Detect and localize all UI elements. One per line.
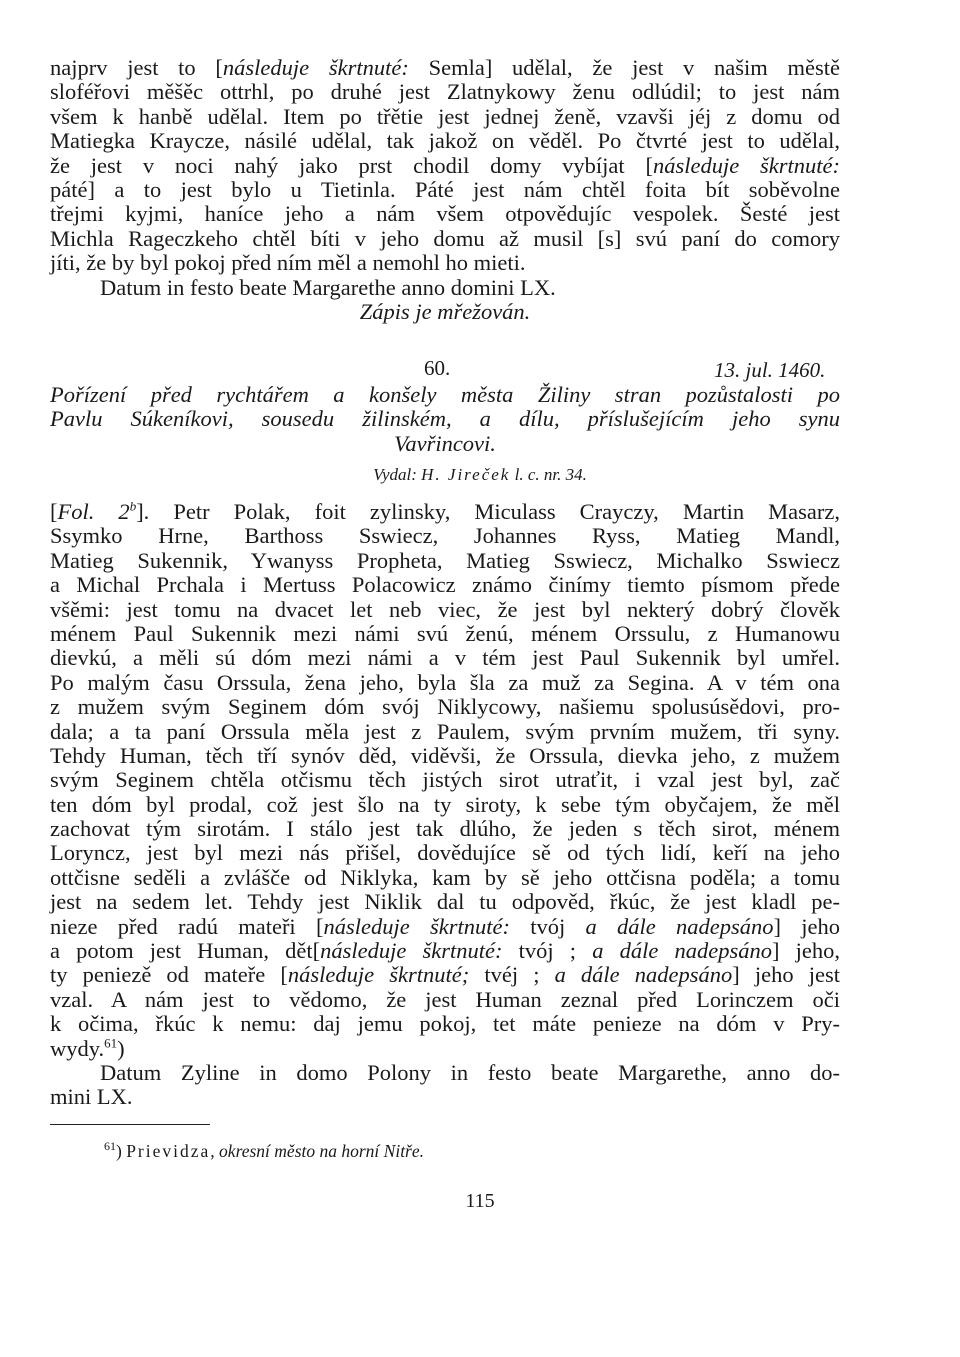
italic-text: Fol. 2 [57, 499, 130, 524]
text-line [50, 105, 840, 129]
footnote-number: 61 [104, 1139, 116, 1153]
footnote-paren: ) [116, 1140, 122, 1161]
text-line [50, 598, 840, 622]
entry-title-line: Pořízení před rychtářem a konšely města Žiliny stran pozůstalosti po [50, 382, 840, 407]
text-line [50, 671, 840, 695]
text-segment: a potom jest Human, dět[ [50, 938, 321, 964]
text-line [50, 890, 840, 914]
text-segment: všem k hanbě udělal. Item po třětie jest jednej ženě, vzavši jéj z domu od [50, 103, 840, 129]
text-line [50, 178, 840, 202]
entry-title-line: Vavřincovi. [394, 430, 496, 456]
text-segment: Datum in festo beate Margarethe anno domini LX. [100, 274, 556, 300]
text-block-dating [50, 1061, 840, 1110]
text-line [50, 622, 840, 646]
italic-text: následuje škrtnuté: [222, 55, 409, 80]
text-line [50, 1085, 840, 1109]
text-line [50, 963, 840, 987]
text-segment: Matiegka Kraycze, násilé udělal, tak jakož on věděl. Po čtvrté jest to udělal, [50, 128, 840, 154]
footnote-text: , okresní město na horní Nitře. [210, 1140, 425, 1161]
footnote-rule [50, 1124, 210, 1125]
text-line [50, 720, 840, 744]
editor-name: H. Jireček [421, 465, 511, 484]
footnote-place: Prievidza [126, 1140, 211, 1161]
text-segment: zachovat tým sirotám. I stálo jest tak dlúho, že jeden s těch sirot, ménem [50, 816, 840, 842]
text-line [50, 276, 840, 300]
text-segment: dievkú, a měli sú dóm mezi námi a v tém jest Paul Sukennik byl umřel. [50, 645, 840, 671]
entry-title-line: Pavlu Súkeníkovi, sousedu žilinském, a dílu, příslušejícím jeho synu [50, 406, 840, 432]
italic-text: následuje škrtnuté; [287, 962, 470, 988]
text-line [50, 202, 840, 226]
text-segment: páté] a to jest bylo u Tietinla. Páté jest nám chtěl foita bít soběvolne [50, 176, 840, 202]
editor-note [0, 465, 960, 485]
text-line [50, 1061, 840, 1085]
text-segment: Semla] udělal, že jest v našim městě [408, 55, 840, 80]
text-segment: sloféřovi měšěc ottrhl, po druhé jest Zlatnykowy ženu odlúdil; to jest nám [50, 79, 840, 105]
footnote [104, 1139, 424, 1162]
text-segment: z mužem svým Seginem dóm svój Niklycowy, našiemu spolusúsědovi, pro- [50, 694, 840, 720]
text-line [50, 154, 840, 178]
text-segment: Datum Zyline in domo Polony in festo beate Margarethe, anno do- [100, 1060, 840, 1085]
text-line [50, 56, 840, 80]
text-segment: že jest v noci nahý jako prst chodil domy vybíjat [ [50, 152, 653, 178]
text-line [50, 646, 840, 670]
italic-text: a dále nadepsáno [554, 962, 733, 988]
superscript: b [129, 498, 137, 514]
text-line [50, 915, 840, 939]
text-segment: najprv jest to [ [50, 55, 223, 80]
text-segment: ] jeho, [772, 938, 841, 964]
text-segment: ottčisne seděli a zvlášče od Niklyka, kam by sě jeho ottčisna poděla; a tomu [50, 864, 840, 890]
text-segment: ] jeho [773, 913, 840, 939]
editor-suffix: l. c. nr. 34. [510, 465, 587, 484]
text-line [50, 500, 840, 524]
italic-text: Zápis je mřežován. [359, 298, 531, 324]
text-segment: ménem Paul Sukennik mezi námi svú ženú, ménem Orssulu, z Humanowu [50, 620, 840, 646]
entry-number: 60. [424, 356, 451, 380]
text-line [50, 80, 840, 104]
text-line [50, 573, 840, 597]
text-line [50, 251, 840, 275]
text-line [50, 866, 840, 890]
text-line [50, 227, 840, 251]
text-segment: třejmi kyjmi, haníce jeho a nám všem otpovědujíc vespolek. Šesté jest [50, 201, 840, 227]
text-segment: k očima, řkúc k nemu: daj jemu pokoj, tet máte penieze na dóm v Pry- [50, 1011, 840, 1037]
text-segment: tvój [509, 913, 586, 939]
text-segment: tvój ; [502, 938, 593, 964]
text-segment: dala; a ta paní Orssula měla jest z Paulem, svým prvním mužem, tři syny. [50, 718, 840, 744]
text-segment: mini LX. [50, 1084, 133, 1110]
italic-text: následuje škrtnuté: [323, 913, 510, 939]
text-line [50, 695, 840, 719]
text-line [50, 1012, 840, 1036]
italic-text: následuje škrtnuté: [652, 152, 841, 178]
entry-header [0, 356, 960, 382]
text-segment: svým Seginem chtěla otčismu těch jistých sirot utraťit, i vzal jest byl, zač [50, 767, 840, 793]
text-block-record-59 [50, 56, 840, 324]
text-segment: všěmi: jest tomu na dvacet let neb viec, že jest byl nekterý dobrý člověk [50, 596, 840, 622]
italic-text: a dále nadepsáno [585, 913, 774, 939]
text-segment: vzal. A nám jest to vědomo, že jest Human zeznal před Lorinczem oči [50, 986, 840, 1012]
text-line [50, 549, 840, 573]
superscript: 61 [104, 1035, 118, 1051]
text-segment: ty peniezě od mateře [ [50, 962, 288, 988]
page-number: 115 [465, 1190, 495, 1212]
text-line [50, 841, 840, 865]
editor-prefix: Vydal: [373, 465, 422, 484]
text-segment: wydy. [50, 1035, 105, 1061]
text-segment: Michla Rageczkeho chtěl bíti v jeho domu až musil [s] svú paní do comory [50, 225, 840, 251]
text-line [50, 817, 840, 841]
text-segment: Tehdy Human, těch tří synóv děd, viděvši, že Orssula, dievka jeho, z mužem [50, 742, 840, 768]
text-line [50, 744, 840, 768]
text-segment: a Michal Prchala i Mertuss Polacowicz známo činímy tiemto písmom přede [50, 572, 840, 598]
text-segment: [ [50, 499, 58, 524]
text-segment: Po malým času Orssula, žena jeho, byla šla za muž za Segina. A v tém ona [50, 669, 840, 695]
text-line [50, 129, 840, 153]
text-segment: ]. Petr Polak, foit zylinsky, Miculass Crayczy, Martin Masarz, [136, 499, 840, 524]
text-line [50, 988, 840, 1012]
entry-date: 13. jul. 1460. [714, 358, 826, 382]
text-block-record-60 [50, 500, 840, 1061]
text-segment: nieze před radú mateři [ [50, 913, 324, 939]
text-line [50, 768, 840, 792]
text-segment: tvéj ; [469, 962, 555, 988]
text-segment: Loryncz, jest byl mezi nás přišel, dovědujíce sě od tých lidí, keří na jeho [50, 840, 840, 866]
text-line [50, 939, 840, 963]
text-segment: Ssymko Hrne, Barthoss Sswiecz, Johannes Ryss, Matieg Mandl, [50, 523, 840, 549]
text-segment: ten dóm byl prodal, což jest šlo na ty siroty, k sebe tým obyčajem, že měl [50, 791, 840, 817]
entry-title [50, 383, 840, 456]
text-line [50, 524, 840, 548]
text-segment: ] jeho jest [732, 962, 840, 988]
italic-text: následuje škrtnuté: [320, 938, 503, 964]
text-line [50, 1037, 840, 1061]
text-line [50, 793, 840, 817]
italic-text: a dále nadepsáno [592, 938, 772, 964]
text-segment: Matieg Sukennik, Ywanyss Propheta, Matieg Sswiecz, Michalko Sswiecz [50, 547, 840, 573]
text-segment: jíti, že by byl pokoj před ním měl a nemohl ho mieti. [50, 250, 526, 276]
text-line [50, 300, 840, 324]
text-segment: ) [117, 1035, 125, 1061]
text-segment: jest na sedem let. Tehdy jest Niklik dal tu odpověd, řkúc, že jest kladl pe- [50, 889, 840, 915]
